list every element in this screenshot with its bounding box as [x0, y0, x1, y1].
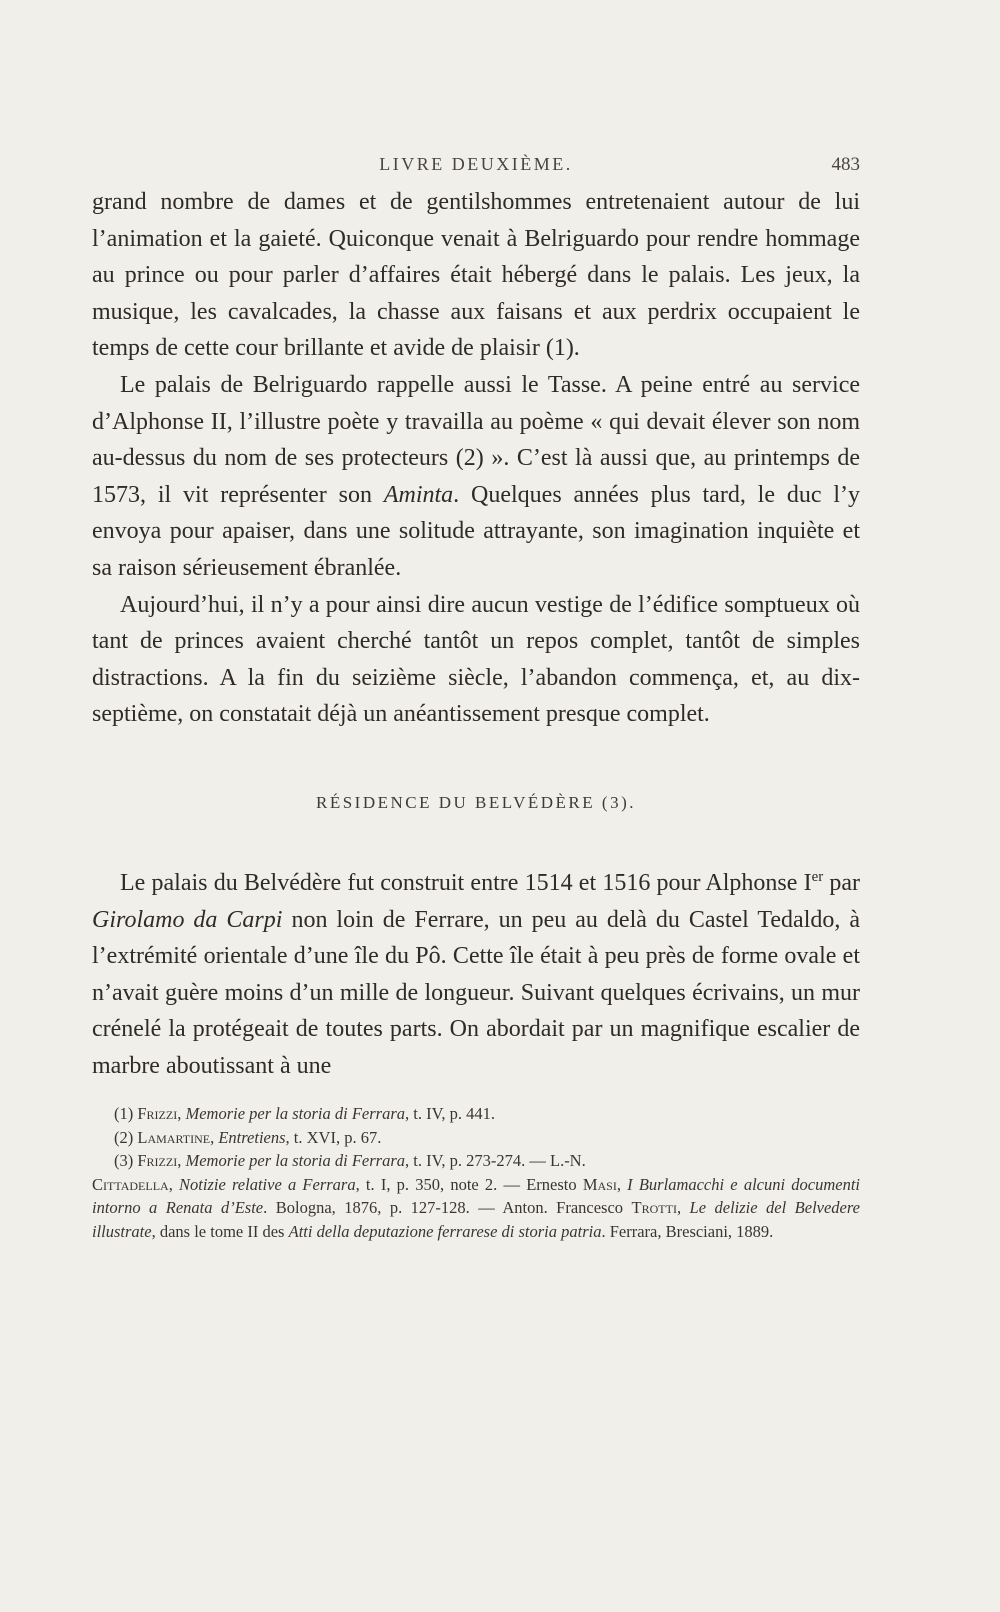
footnotes [92, 1102, 860, 1243]
book-page [92, 150, 860, 1243]
paragraph-tasso: Le palais de Belriguardo rappelle aussi le Tasse. A peine entré au service d’Alphonse II, l’illustre poète y travailla au poème « qui devait élever son nom au-dessus du nom de ses protecteurs (2) ». C’est là aussi que, au printemps de 1573, il vit représenter son Aminta. Quelques années plus tard, le duc l’y envoya pour apaiser, dans une solitude attrayante, son imagination inquiète et sa raison sérieusement ébranlée. [92, 371, 860, 581]
italic-name-girolamo: Girolamo da Carpi [92, 906, 283, 933]
footnote-3-continued: Cittadella, Notizie relative a Ferrara, t. I, p. 350, note 2. — Ernesto Masi, I Burlamacchi e alcuni documenti intorno a Renata d’Este. Bologna, 1876, p. 127-128. — Anton. Francesco Trotti, Le delizie del Belvedere illustrate, dans le tome II des Atti della deputazione ferrarese di storia patria. Ferrara, Bresciani, 1889. [92, 1174, 861, 1241]
main-text [92, 184, 860, 1084]
footnote-2: (2) Lamartine, Entretiens, t. XVI, p. 67. [114, 1127, 382, 1147]
footnote-1: (1) Frizzi, Memorie per la storia di Ferrara, t. IV, p. 441. [114, 1104, 495, 1124]
section-heading: RÉSIDENCE DU BELVÉDÈRE (3). [316, 792, 636, 812]
paragraph-belvedere: Le palais du Belvédère fut construit entre 1514 et 1516 pour Alphonse Ier par Girolamo da Carpi non loin de Ferrare, un peu au delà du Castel Tedaldo, à l’extrémité orientale d’une île du Pô. Cette île était à peu près de forme ovale et n’avait guère moins d’un mille de longueur. Suivant quelques écrivains, un mur crénelé la protégeait de toutes parts. On abordait par un magnifique escalier de marbre aboutissant à une [92, 868, 861, 1079]
italic-title-aminta: Aminta [383, 481, 454, 508]
paragraph-belriguardo-court: grand nombre de dames et de gentilshommes entretenaient autour de lui l’animation et la gaieté. Quiconque venait à Belriguardo pour rendre hommage au prince ou pour parler d’affaires était hébergé dans le palais. Les jeux, la musique, les cavalcades, la chasse aux faisans et aux perdrix occupaient le temps de cette cour brillante et avide de plaisir (1). [92, 189, 860, 362]
paragraph-ruins: Aujourd’hui, il n’y a pour ainsi dire aucun vestige de l’édifice somptueux où tant de princes avaient cherché tantôt un repos complet, tantôt de simples distractions. A la fin du seizième siècle, l’abandon commença, et, au dix-septième, on constatait déjà un anéantissement presque complet. [92, 591, 860, 728]
page-number: 483 [831, 154, 860, 175]
running-title: LIVRE DEUXIÈME. [379, 154, 573, 174]
footnote-3: (3) Frizzi, Memorie per la storia di Ferrara, t. IV, p. 273-274. — L.-N. [114, 1151, 586, 1171]
running-header [92, 150, 860, 184]
footnote-ref: (3). [601, 792, 636, 812]
